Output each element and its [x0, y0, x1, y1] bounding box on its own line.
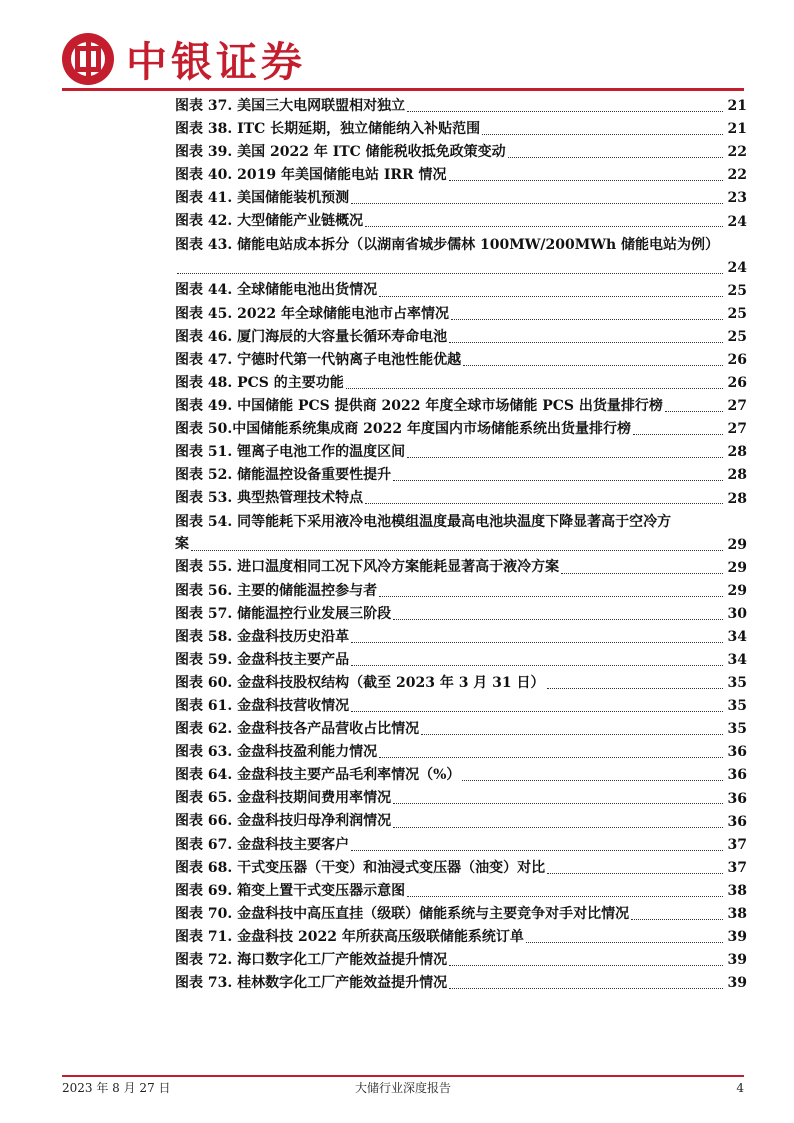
toc-entry[interactable] — [175, 395, 747, 418]
toc-entry-title: 图表 73. 桂林数字化工厂产能效益提升情况 — [175, 975, 448, 992]
toc-entry[interactable] — [175, 880, 747, 903]
toc-entry[interactable] — [175, 234, 747, 280]
toc-entry-title: 图表 68. 干式变压器（干变）和油浸式变压器（油变）对比 — [175, 859, 546, 876]
toc-entry-page: 38 — [727, 882, 747, 899]
toc-entry-title: 图表 67. 金盘科技主要客户 — [175, 836, 350, 853]
toc-entry[interactable] — [175, 718, 747, 741]
toc-entry-page: 35 — [727, 698, 747, 715]
dot-leader — [351, 642, 723, 643]
toc-entry[interactable] — [175, 280, 747, 303]
dot-leader — [365, 503, 723, 504]
toc-entry[interactable] — [175, 695, 747, 718]
toc-entry[interactable] — [175, 603, 747, 626]
brand-name: 中银证券 — [126, 38, 306, 86]
dot-leader — [346, 388, 723, 389]
toc-entry[interactable] — [175, 464, 747, 487]
toc-entry-page: 28 — [727, 444, 747, 461]
dot-leader — [526, 942, 723, 943]
dot-leader — [665, 411, 723, 412]
toc-entry-page: 36 — [727, 813, 747, 830]
toc-entry-page: 34 — [727, 651, 747, 668]
dot-leader — [379, 757, 723, 758]
toc-entry-title: 图表 49. 中国储能 PCS 提供商 2022 年度全球市场储能 PCS 出货量排行榜 — [175, 397, 663, 414]
toc-entry[interactable] — [175, 626, 747, 649]
toc-entry[interactable] — [175, 672, 747, 695]
toc-entry[interactable] — [175, 372, 747, 395]
toc-entry-title: 图表 60. 金盘科技股权结构（截至 2023 年 3 月 31 日） — [175, 674, 545, 691]
table-of-figures — [175, 95, 747, 995]
toc-entry-title: 图表 38. ITC 长期延期，独立储能纳入补贴范围 — [175, 121, 481, 137]
dot-leader — [449, 180, 723, 181]
dot-leader — [407, 896, 723, 897]
toc-entry-page: 36 — [727, 790, 747, 807]
dot-leader — [449, 988, 723, 989]
toc-entry[interactable] — [175, 741, 747, 764]
toc-entry-title: 图表 64. 金盘科技主要产品毛利率情况（%） — [175, 767, 461, 784]
report-date: 2023 年 8 月 27 日 — [62, 1081, 171, 1095]
toc-entry-page: 22 — [727, 167, 747, 184]
dot-leader — [547, 688, 723, 689]
toc-entry-page: 29 — [727, 536, 747, 553]
toc-entry-page: 25 — [727, 282, 747, 299]
toc-entry-page: 37 — [727, 836, 747, 853]
toc-entry[interactable] — [175, 303, 747, 326]
toc-entry-title: 图表 52. 储能温控设备重要性提升 — [175, 467, 392, 484]
toc-entry-title: 图表 58. 金盘科技历史沿革 — [175, 628, 350, 645]
toc-entry[interactable] — [175, 141, 747, 164]
dot-leader — [482, 134, 723, 135]
toc-entry[interactable] — [175, 834, 747, 857]
toc-entry-title: 图表 72. 海口数字化工厂产能效益提升情况 — [175, 952, 448, 968]
toc-entry-page: 27 — [727, 398, 747, 415]
toc-entry[interactable] — [175, 787, 747, 810]
toc-entry-page: 28 — [727, 467, 747, 484]
toc-entry-page: 25 — [727, 328, 747, 345]
dot-leader — [449, 342, 723, 343]
dot-leader — [379, 596, 723, 597]
dot-leader — [191, 550, 723, 551]
toc-entry-title: 图表 55. 进口温度相同工况下风冷方案能耗显著高于液冷方案 — [175, 559, 560, 576]
toc-entry-page: 28 — [727, 490, 747, 507]
dot-leader — [351, 203, 723, 204]
toc-entry-page: 35 — [727, 721, 747, 738]
page-footer — [62, 1077, 744, 1099]
dot-leader — [561, 573, 723, 574]
dot-leader — [393, 827, 723, 828]
toc-entry[interactable] — [175, 857, 747, 880]
toc-entry-title: 图表 70. 金盘科技中高压直挂（级联）储能系统与主要竞争对手对比情况 — [175, 905, 630, 922]
dot-leader — [351, 665, 723, 666]
toc-entry[interactable] — [175, 349, 747, 372]
dot-leader — [379, 296, 723, 297]
toc-entry-page: 39 — [727, 929, 747, 946]
toc-entry[interactable] — [175, 187, 747, 210]
toc-entry[interactable] — [175, 441, 747, 464]
toc-entry-page: 21 — [727, 121, 747, 138]
dot-leader — [407, 111, 723, 112]
toc-entry-title: 案 — [175, 536, 189, 553]
toc-entry[interactable] — [175, 557, 747, 580]
toc-entry[interactable] — [175, 580, 747, 603]
toc-entry-page: 29 — [727, 559, 747, 576]
report-title: 大储行业深度报告 — [354, 1081, 451, 1095]
dot-leader — [407, 457, 723, 458]
toc-entry-page: 22 — [727, 144, 747, 161]
toc-entry[interactable] — [175, 210, 747, 233]
toc-entry-title: 图表 39. 美国 2022 年 ITC 储能税收抵免政策变动 — [175, 144, 506, 161]
toc-entry-page: 39 — [727, 952, 747, 969]
dot-leader — [421, 734, 723, 735]
toc-entry-title: 图表 47. 宁德时代第一代钠离子电池性能优越 — [175, 351, 462, 368]
toc-entry-page: 26 — [727, 375, 747, 392]
toc-entry-page: 29 — [727, 582, 747, 599]
dot-leader — [508, 157, 723, 158]
toc-entry-title: 图表 66. 金盘科技归母净利润情况 — [175, 813, 392, 830]
toc-entry[interactable] — [175, 926, 747, 949]
dot-leader — [365, 226, 723, 227]
toc-entry[interactable] — [175, 511, 747, 557]
toc-entry-page: 37 — [727, 859, 747, 876]
page-number: 4 — [736, 1081, 744, 1095]
toc-entry-page: 36 — [727, 767, 747, 784]
toc-entry-title: 图表 54. 同等能耗下采用液冷电池模组温度最高电池块温度下降显著高于空冷方 — [175, 513, 672, 530]
toc-entry-title: 图表 51. 锂离子电池工作的温度区间 — [175, 444, 406, 461]
dot-leader — [631, 919, 723, 920]
dot-leader — [462, 780, 723, 781]
toc-entry-title: 图表 40. 2019 年美国储能电站 IRR 情况 — [175, 167, 447, 184]
toc-entry-page: 30 — [727, 605, 747, 622]
toc-entry-page: 24 — [727, 213, 747, 230]
toc-entry-title: 图表 65. 金盘科技期间费用率情况 — [175, 790, 392, 807]
toc-entry-title: 图表 41. 美国储能装机预测 — [175, 190, 350, 207]
toc-entry[interactable] — [175, 903, 747, 926]
toc-entry[interactable] — [175, 118, 747, 141]
toc-entry-page: 21 — [727, 98, 747, 115]
toc-entry-page: 34 — [727, 628, 747, 645]
toc-entry[interactable] — [175, 811, 747, 834]
toc-entry[interactable] — [175, 972, 747, 995]
toc-entry-page: 36 — [727, 744, 747, 761]
dot-leader — [449, 965, 723, 966]
toc-entry-title: 图表 61. 金盘科技营收情况 — [175, 697, 350, 714]
toc-entry-title: 图表 56. 主要的储能温控参与者 — [175, 582, 378, 599]
toc-entry-title: 图表 71. 金盘科技 2022 年所获高压级联储能系统订单 — [175, 928, 524, 945]
toc-entry-page: 26 — [727, 351, 747, 368]
toc-entry-title: 图表 62. 金盘科技各产品营收占比情况 — [175, 721, 420, 738]
toc-entry[interactable] — [175, 95, 747, 118]
toc-entry[interactable] — [175, 764, 747, 787]
toc-entry-page: 24 — [727, 259, 747, 276]
toc-entry[interactable] — [175, 487, 747, 510]
toc-entry-page: 38 — [727, 906, 747, 922]
dot-leader — [463, 365, 723, 366]
toc-entry-title: 图表 42. 大型储能产业链概况 — [175, 213, 364, 230]
toc-entry[interactable] — [175, 326, 747, 349]
toc-entry-page: 23 — [727, 190, 747, 207]
toc-entry-title: 图表 50.中国储能系统集成商 2022 年度国内市场储能系统出货量排行榜 — [175, 421, 631, 438]
toc-entry-page: 27 — [727, 421, 747, 438]
dot-leader — [547, 873, 723, 874]
toc-entry[interactable] — [175, 164, 747, 187]
dot-leader — [633, 434, 723, 435]
toc-entry-title: 图表 57. 储能温控行业发展三阶段 — [175, 605, 392, 622]
toc-entry[interactable] — [175, 649, 747, 672]
dot-leader — [393, 803, 723, 804]
header-divider — [62, 88, 744, 91]
toc-entry-page: 39 — [727, 975, 747, 992]
toc-entry[interactable] — [175, 949, 747, 972]
toc-entry-page: 25 — [727, 305, 747, 322]
dot-leader — [393, 480, 723, 481]
toc-entry-title: 图表 69. 箱变上置干式变压器示意图 — [175, 882, 406, 899]
dot-leader — [177, 273, 723, 274]
toc-entry-title: 图表 53. 典型热管理技术特点 — [175, 490, 364, 507]
dot-leader — [351, 850, 723, 851]
toc-entry-title: 图表 43. 储能电站成本拆分（以湖南省城步儒林 100MW/200MWh 储能电站为例） — [175, 236, 720, 253]
page-header — [0, 0, 794, 95]
toc-entry-title: 图表 45. 2022 年全球储能电池市占率情况 — [175, 305, 449, 322]
toc-entry[interactable] — [175, 418, 747, 441]
dot-leader — [393, 619, 723, 620]
toc-entry-title: 图表 46. 厦门海辰的大容量长循环寿命电池 — [175, 328, 448, 345]
dot-leader — [351, 711, 723, 712]
toc-entry-title: 图表 59. 金盘科技主要产品 — [175, 651, 350, 668]
toc-entry-title: 图表 44. 全球储能电池出货情况 — [175, 282, 378, 299]
dot-leader — [451, 319, 723, 320]
toc-entry-page: 35 — [727, 675, 747, 692]
toc-entry-title: 图表 63. 金盘科技盈利能力情况 — [175, 744, 378, 761]
bank-of-china-logo-icon — [62, 33, 114, 85]
toc-entry-title: 图表 48. PCS 的主要功能 — [175, 374, 344, 391]
toc-entry-title: 图表 37. 美国三大电网联盟相对独立 — [175, 97, 406, 114]
